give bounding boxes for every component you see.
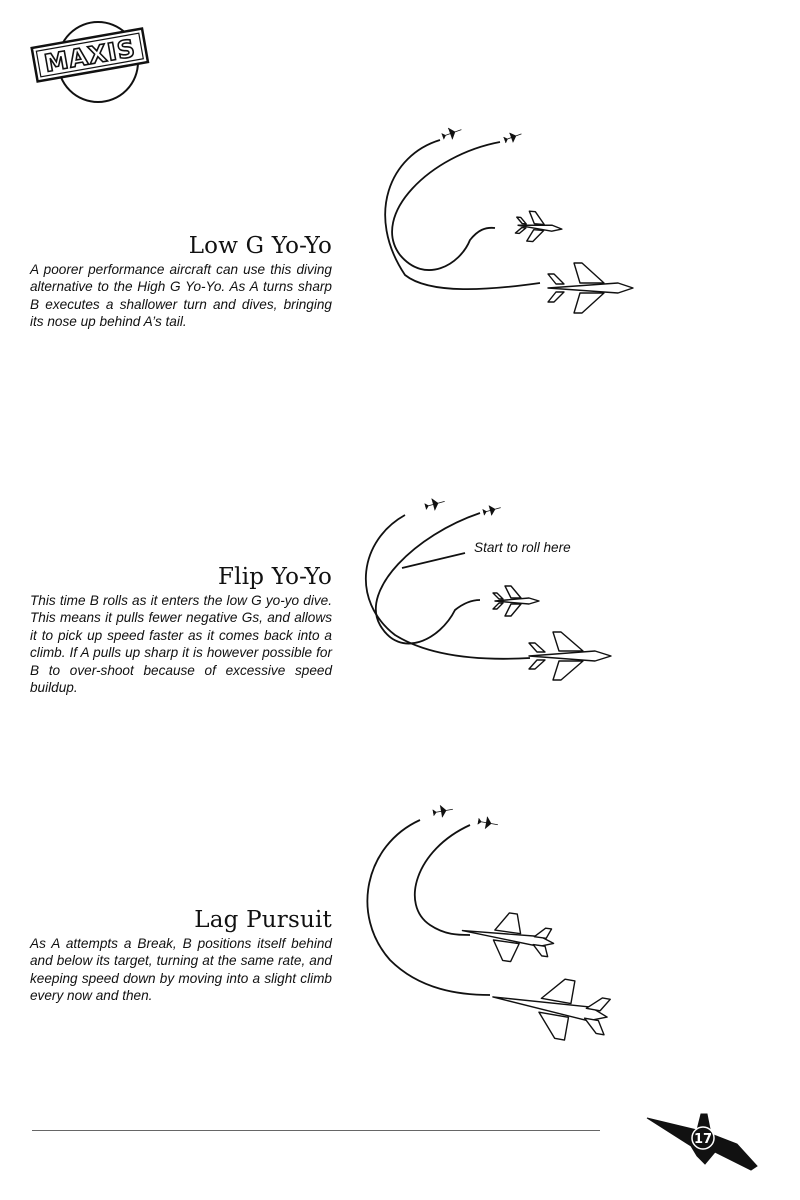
flip-yoyo-diagram [355, 490, 635, 700]
footer-rule [32, 1130, 600, 1131]
low-g-yoyo-body: A poorer performance aircraft can use this diving alternative to the High G Yo-Yo. As A turns sharp B executes a shallower turn and dives, bringing its nose up behind A’s tail. [30, 262, 332, 330]
page-number: 17 [693, 1132, 713, 1147]
lag-pursuit-section [30, 907, 332, 1005]
start-to-roll-annotation: Start to roll here [474, 540, 571, 555]
low-g-yoyo-section [30, 233, 332, 331]
lag-pursuit-body: As A attempts a Break, B positions itself behind and below its target, turning at the same rate, and keeping speed down by moving into a slight climb every now and then. [30, 936, 332, 1004]
jet-page-number-icon [645, 1100, 760, 1175]
flip-yoyo-title: Flip Yo-Yo [217, 564, 332, 590]
flip-yoyo-body: This time B rolls as it enters the low G yo-yo dive. This means it pulls fewer negative Gs, and allows it to pick up speed faster as it comes back into a climb. If A pulls up sharp it is however possible for B to over-shoot because of excessive speed buildup. [30, 593, 332, 696]
maxis-logo [28, 10, 158, 106]
flip-yoyo-section [30, 564, 332, 696]
low-g-yoyo-title: Low G Yo-Yo [188, 233, 332, 259]
lag-pursuit-diagram [350, 795, 630, 1045]
svg-text:MAXIS: MAXIS [42, 34, 138, 78]
low-g-yoyo-diagram [370, 115, 650, 325]
lag-pursuit-title: Lag Pursuit [194, 907, 332, 933]
